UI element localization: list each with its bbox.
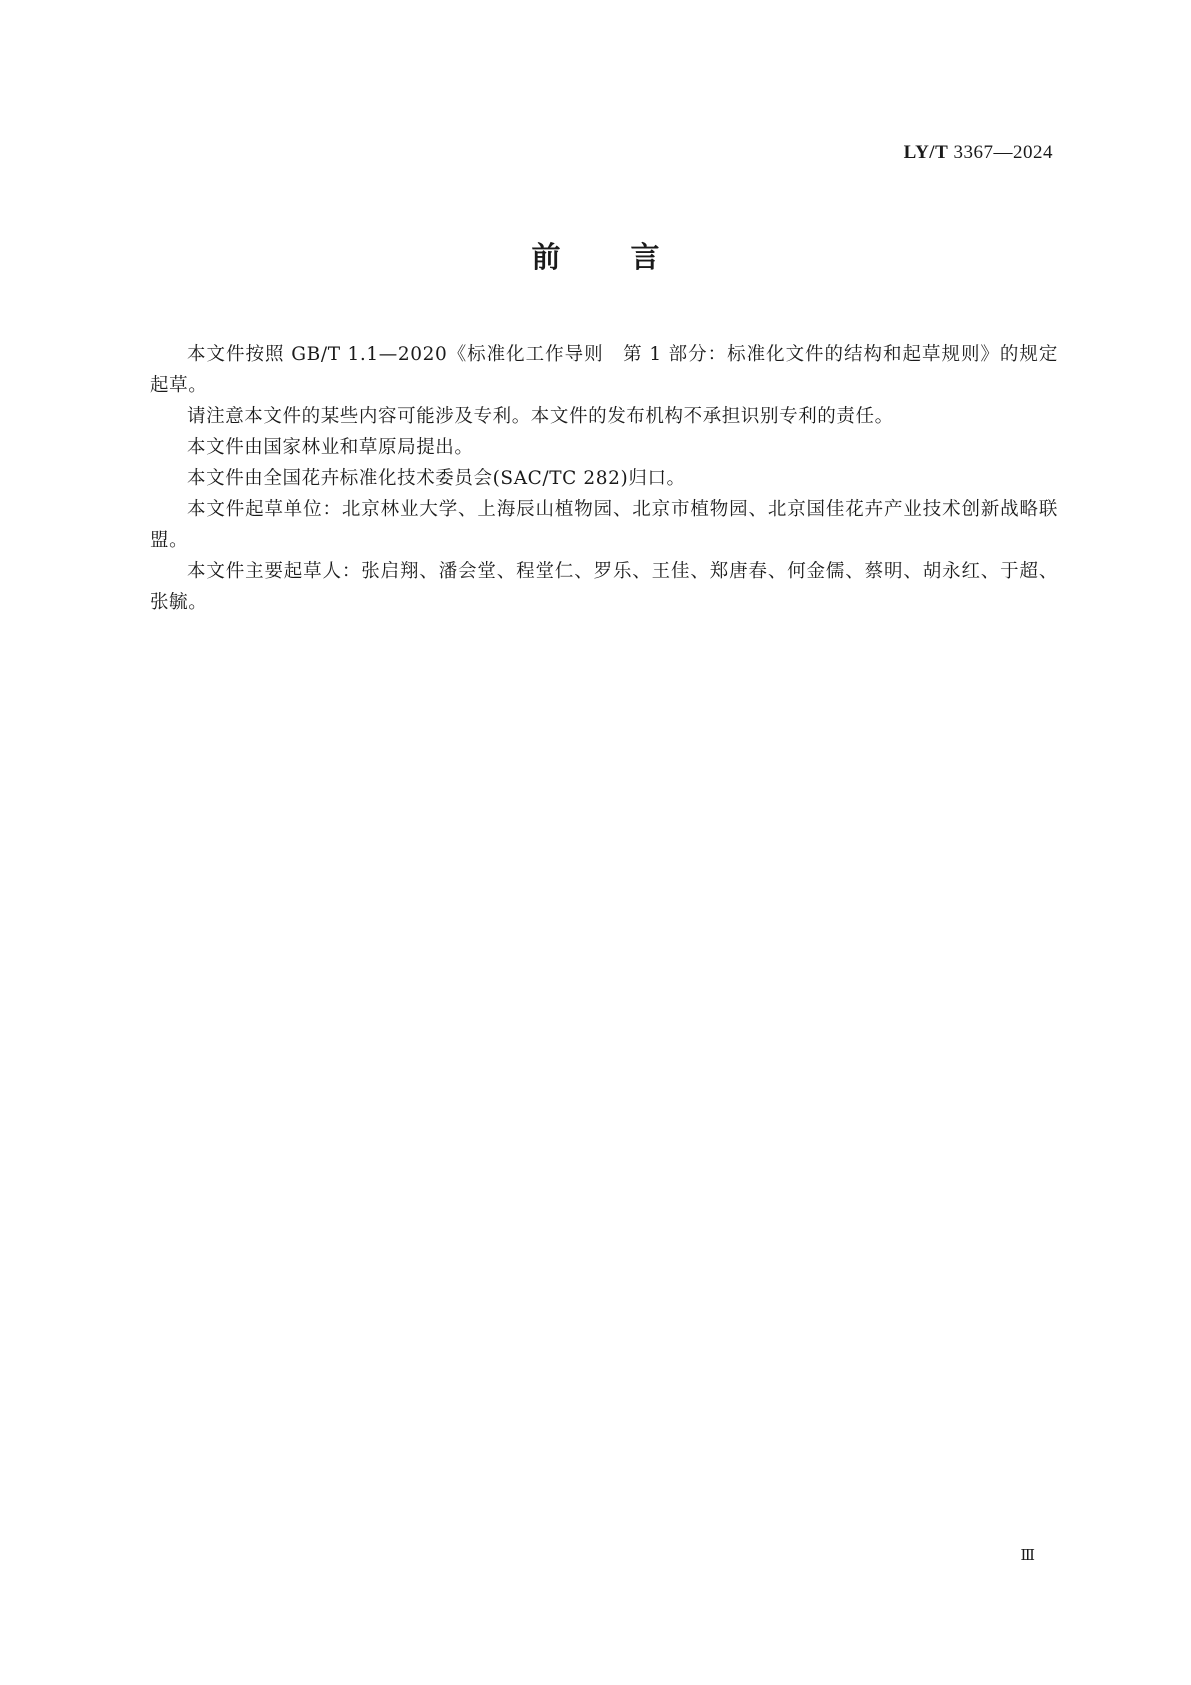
paragraph-drafting-units: 本文件起草单位：北京林业大学、上海辰山植物园、北京市植物园、北京国佳花卉产业技术创新战略联盟。 — [150, 499, 1058, 551]
paragraph-drafting-rules: 本文件按照 GB/T 1.1—2020《标准化工作导则 第 1 部分：标准化文件的结构和起草规则》的规定起草。 — [150, 344, 1058, 396]
standard-code — [904, 142, 1053, 164]
standard-code-prefix: LY/T — [903, 142, 949, 163]
page-title: 前言 — [531, 240, 730, 274]
paragraph-drafters: 本文件主要起草人：张启翔、潘会堂、程堂仁、罗乐、王佳、郑唐春、何金儒、蔡明、胡永红、于超、张毓。 — [150, 561, 1058, 613]
standard-code-number: 3367—2024 — [953, 142, 1053, 163]
paragraph-proposer: 本文件由国家林业和草原局提出。 — [187, 437, 474, 458]
paragraph-patent-notice: 请注意本文件的某些内容可能涉及专利。本文件的发布机构不承担识别专利的责任。 — [187, 406, 894, 427]
foreword-body — [150, 339, 1058, 618]
page-number: Ⅲ — [1020, 1548, 1035, 1564]
paragraph-centralized-by: 本文件由全国花卉标准化技术委员会(SAC/TC 282)归口。 — [187, 468, 686, 489]
